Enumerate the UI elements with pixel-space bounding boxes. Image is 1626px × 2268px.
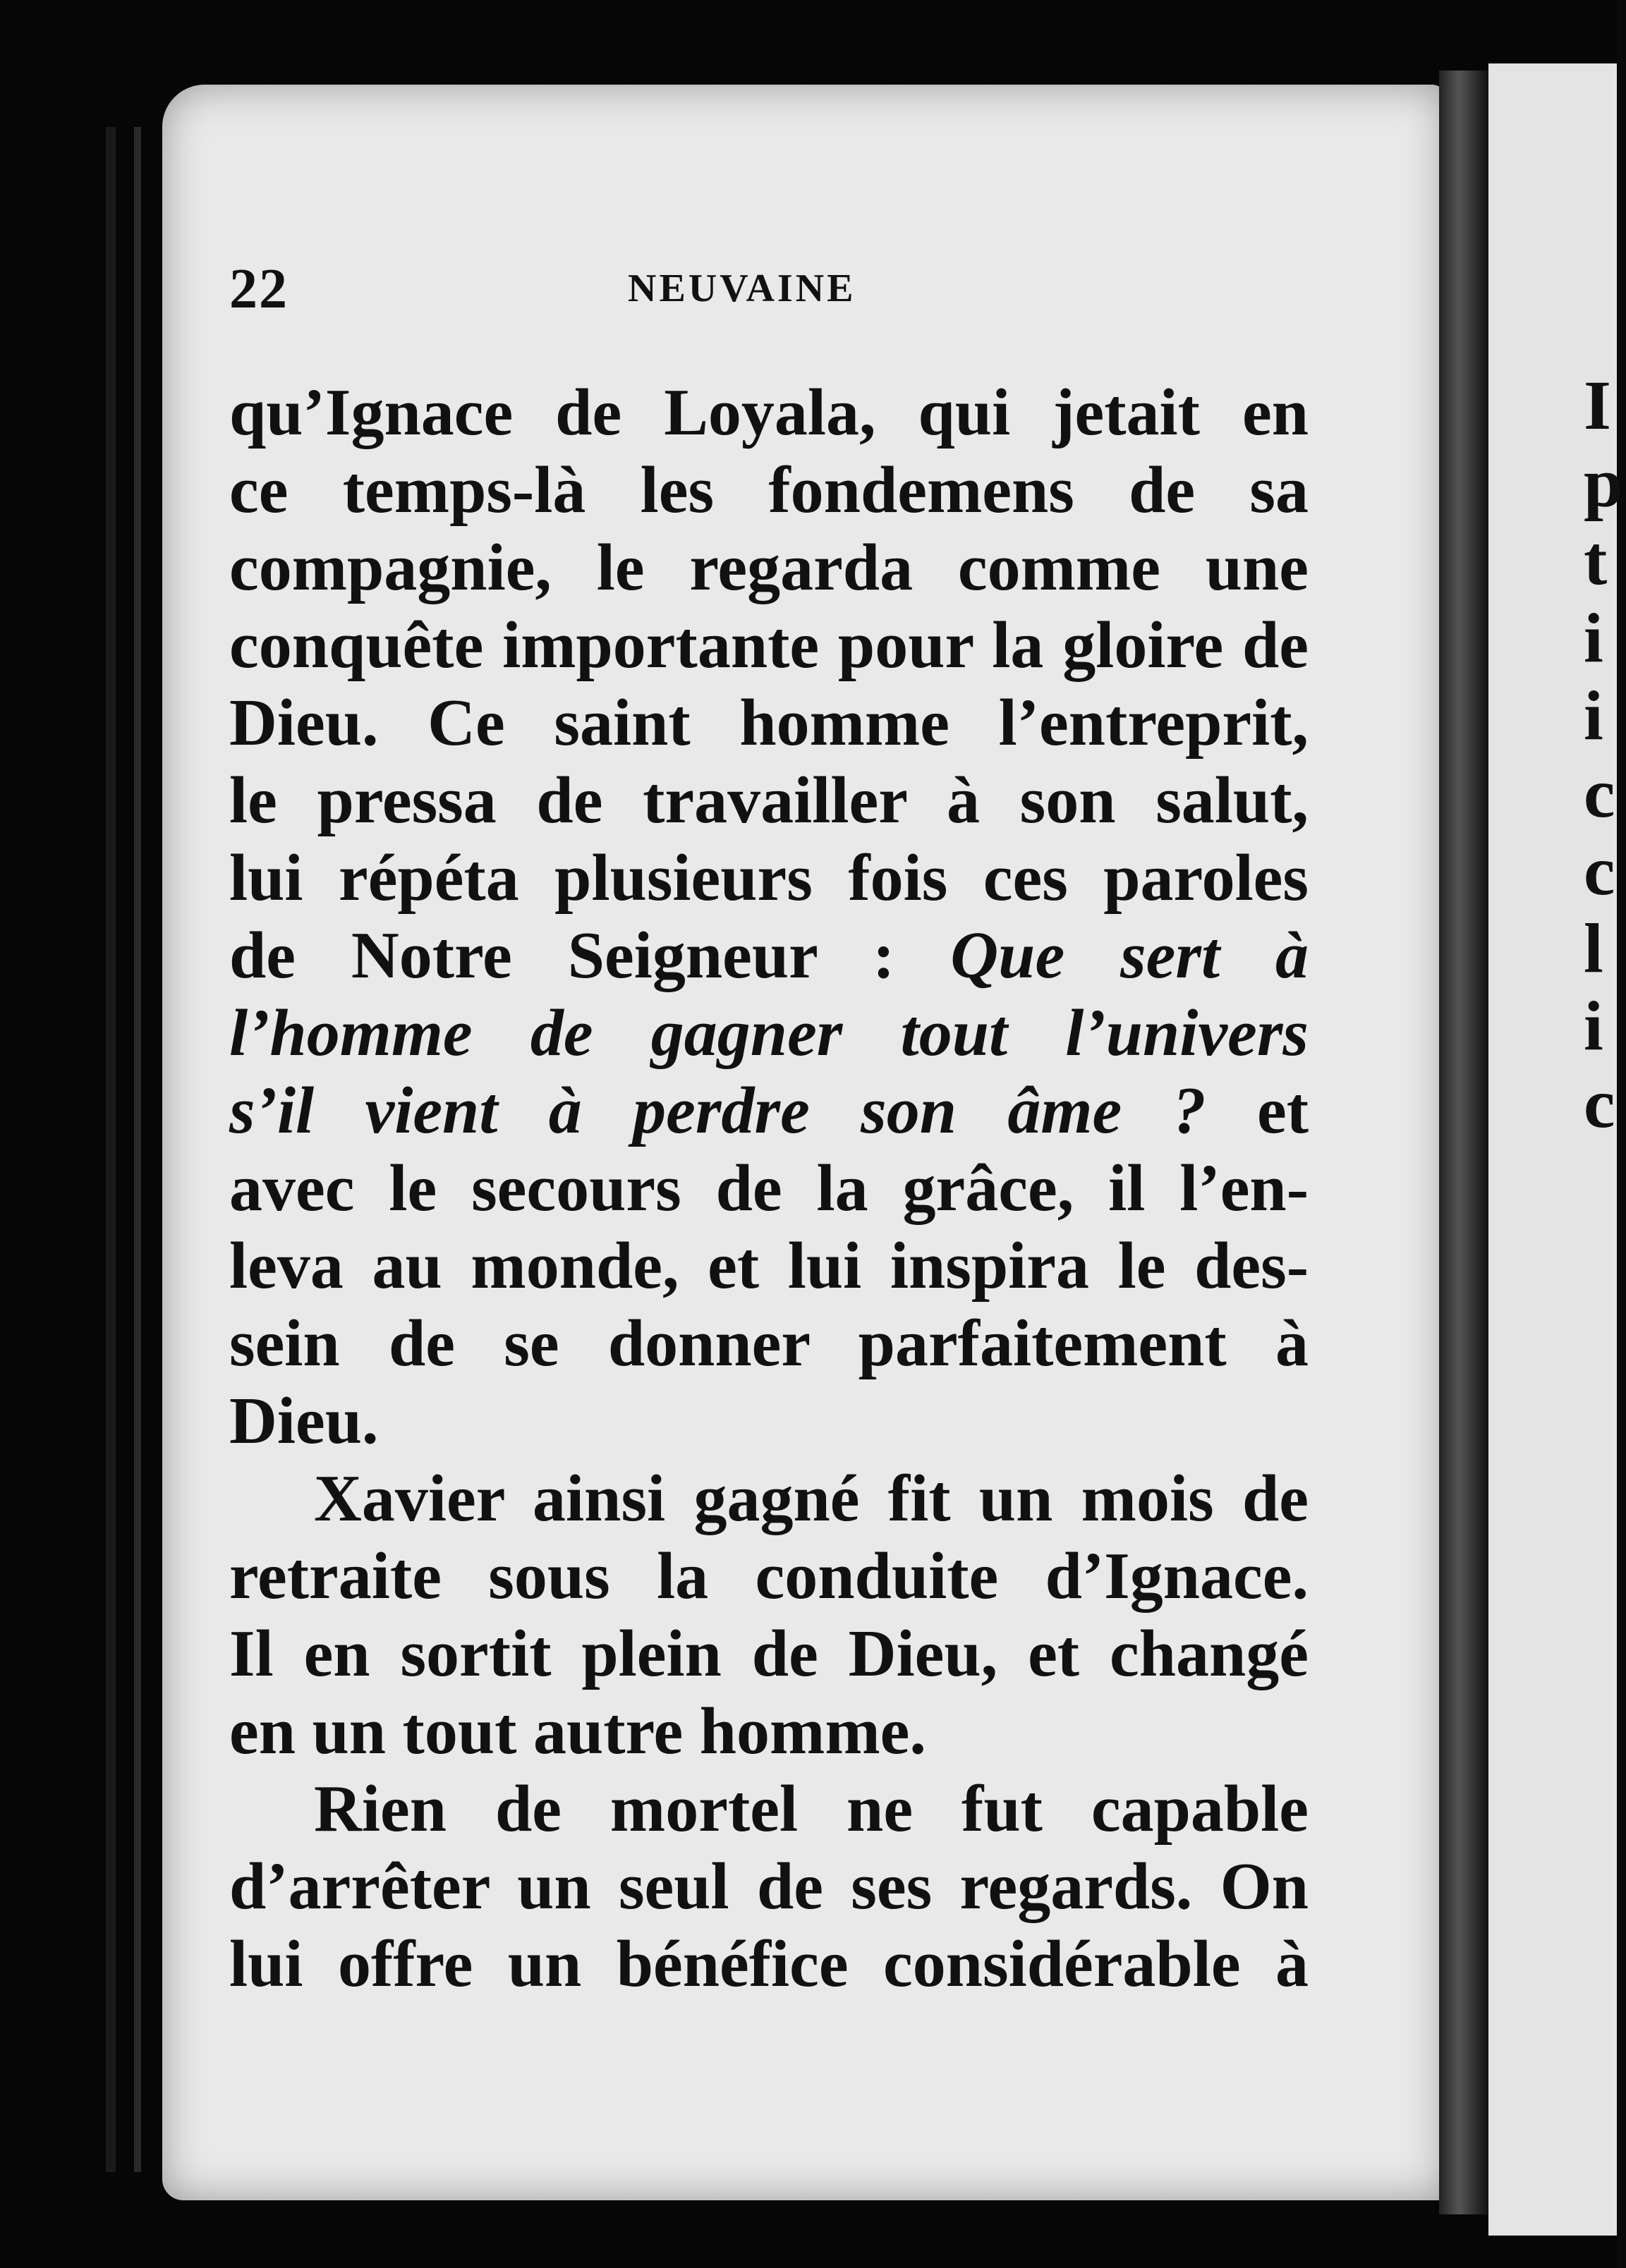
- text-line: [229, 1537, 1309, 1615]
- book-gutter: [1439, 71, 1488, 2214]
- text-line: [229, 1848, 1309, 1925]
- text-run: lui répéta plusieurs fois ces paroles: [229, 841, 1309, 915]
- page-edge: [134, 127, 141, 2172]
- text-run: de Notre Seigneur :: [229, 919, 951, 992]
- text-line: [229, 1072, 1309, 1150]
- text-line: [229, 1150, 1309, 1227]
- text-run: d’arrêter un seul de ses regards. On: [229, 1850, 1309, 1923]
- body-text: [229, 374, 1309, 2003]
- italic-quote: s’il vient à perdre son âme ?: [229, 1074, 1206, 1147]
- text-run: Il en sortit plein de Dieu, et changé: [229, 1617, 1309, 1690]
- text-line: [229, 762, 1309, 839]
- right-page-letter: i: [1584, 599, 1603, 677]
- text-run: lui offre un bénéfice considérable à: [229, 1927, 1309, 2001]
- text-line: [229, 1925, 1309, 2003]
- right-page-letter: t: [1584, 521, 1608, 599]
- text-line: [229, 1305, 1309, 1382]
- text-line: [229, 606, 1309, 684]
- text-run: Xavier ainsi gagné fit un mois de: [314, 1462, 1309, 1535]
- text-run: ce temps-là les fondemens de sa: [229, 453, 1309, 527]
- text-run: sein de se donner parfaitement à: [229, 1307, 1309, 1380]
- running-head: NEUVAINE: [628, 267, 856, 310]
- text-line: [229, 1770, 1309, 1848]
- text-line: [229, 839, 1309, 917]
- text-run: Rien de mortel ne fut capable: [314, 1772, 1309, 1846]
- text-line: [229, 529, 1309, 606]
- text-run: Dieu.: [229, 1384, 379, 1458]
- text-line: [229, 1382, 1309, 1460]
- italic-quote: l’homme de gagner tout l’univers: [229, 996, 1309, 1070]
- text-line: [229, 374, 1309, 451]
- text-run: retraite sous la conduite d’Ignace.: [229, 1540, 1309, 1613]
- text-run: leva au monde, et lui inspira le des-: [229, 1229, 1309, 1303]
- text-run: le pressa de travailler à son salut,: [229, 764, 1309, 837]
- page-number: 22: [229, 258, 289, 320]
- right-page-letter: i: [1584, 987, 1603, 1065]
- text-line: [229, 1460, 1309, 1537]
- text-line: [229, 1227, 1309, 1305]
- right-page-letter: c: [1584, 831, 1615, 910]
- text-line: [229, 684, 1309, 762]
- right-page-letter: i: [1584, 676, 1603, 755]
- right-page-letter: c: [1584, 754, 1615, 832]
- page-edge: [106, 127, 116, 2172]
- text-line: [229, 1693, 1309, 1770]
- text-run: Dieu. Ce saint homme l’entreprit,: [229, 686, 1309, 760]
- right-page-letter: I: [1584, 366, 1611, 444]
- right-page-letters: [1584, 367, 1626, 1142]
- text-run: conquête importante pour la gloire de: [229, 609, 1309, 682]
- text-run: qu’Ignace de Loyala, qui jetait en: [229, 376, 1309, 449]
- text-line: [229, 451, 1309, 529]
- right-page-letter: c: [1584, 1064, 1615, 1142]
- text-run: avec le secours de la grâce, il l’en-: [229, 1152, 1309, 1225]
- text-line: [229, 1615, 1309, 1693]
- text-run: et: [1206, 1074, 1309, 1147]
- text-run: en un tout autre homme.: [229, 1695, 926, 1768]
- text-line: [229, 917, 1309, 994]
- text-line: [229, 994, 1309, 1072]
- right-page-letter: l: [1584, 909, 1603, 987]
- italic-quote: Que sert à: [950, 919, 1309, 992]
- text-run: compagnie, le regarda comme une: [229, 531, 1309, 604]
- right-page-letter: p: [1584, 444, 1623, 522]
- page-header: [229, 257, 1287, 328]
